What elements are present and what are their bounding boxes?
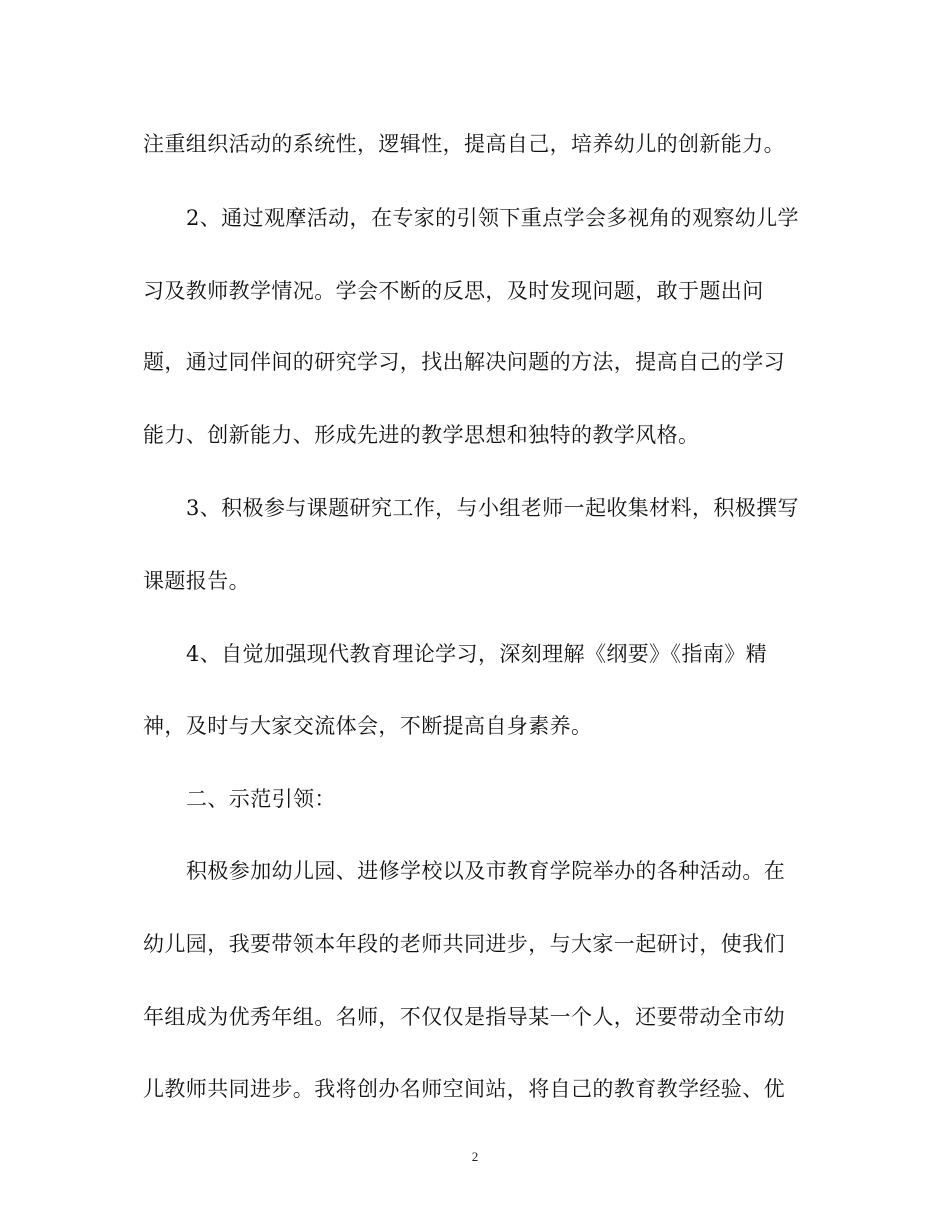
text-line-5: 能力、创新能力、形成先进的教学思想和独特的教学风格。: [143, 423, 700, 447]
page-number: 2: [471, 1149, 479, 1164]
text-line-13: 年组成为优秀年组。名师，不仅仅是指导某一个人，还要带动全市幼: [143, 1005, 785, 1029]
text-line-9: 神，及时与大家交流体会，不断提高自身素养。: [143, 714, 593, 738]
text-line-12: 幼儿园，我要带领本年段的老师共同进步，与大家一起研讨，使我们: [143, 932, 785, 956]
section-heading: 二、示范引领：: [186, 787, 336, 811]
text-line-14: 儿教师共同进步。我将创办名师空间站，将自己的教育教学经验、优: [143, 1077, 785, 1101]
text-line-2: 2、通过观摩活动，在专家的引领下重点学会多视角的观察幼儿学: [186, 206, 799, 230]
text-line-4: 题，通过同伴间的研究学习，找出解决问题的方法，提高自己的学习: [143, 350, 785, 374]
text-line-1: 注重组织活动的系统性，逻辑性，提高自己，培养幼儿的创新能力。: [143, 132, 785, 156]
text-line-3: 习及教师教学情况。学会不断的反思，及时发现问题，敢于题出问: [143, 279, 764, 303]
text-line-11: 积极参加幼儿园、进修学校以及市教育学院举办的各种活动。在: [186, 859, 786, 883]
text-line-7: 课题报告。: [143, 569, 250, 593]
text-line-8: 4、自觉加强现代教育理论学习，深刻理解《纲要》《指南》精: [186, 642, 768, 666]
text-line-6: 3、积极参与课题研究工作，与小组老师一起收集材料，积极撰写: [186, 496, 799, 520]
